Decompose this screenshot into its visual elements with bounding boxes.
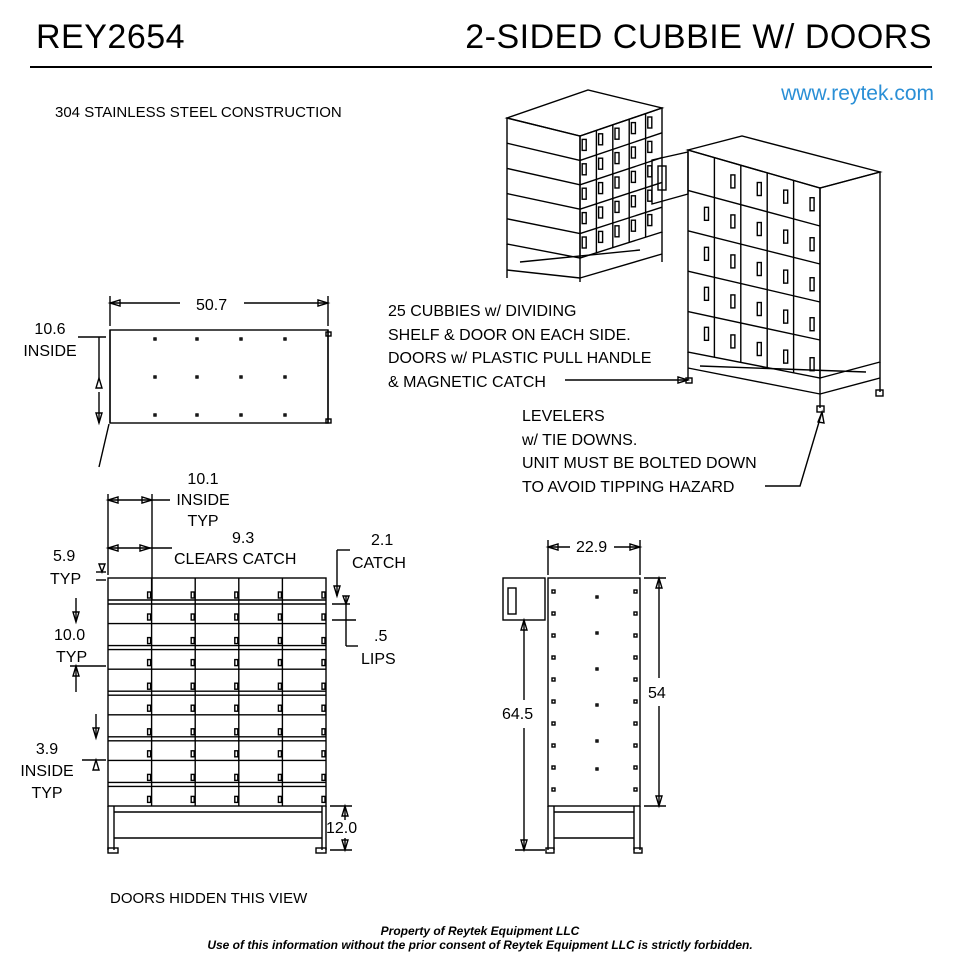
door-handle: [582, 188, 586, 199]
dim-cell-width-unit: INSIDE: [176, 492, 230, 509]
rivet-dot: [284, 376, 286, 378]
door-handle: [704, 207, 708, 220]
rivet-dot: [634, 634, 637, 637]
magnetic-catch: [148, 614, 151, 620]
rivet-dot: [240, 376, 242, 378]
note-levelers-line-4: TO AVOID TIPPING HAZARD: [522, 478, 735, 496]
footer-disclaimer: Use of this information without the prior consent of Reytek Equipment LLC is strictly forbidden.: [207, 938, 753, 952]
magnetic-catch: [235, 796, 238, 802]
magnetic-catch: [278, 751, 281, 757]
dim-cell-width-typ: TYP: [187, 513, 219, 530]
door-handle: [757, 223, 761, 236]
magnetic-catch: [278, 705, 281, 711]
magnetic-catch: [191, 729, 194, 735]
magnetic-catch: [235, 751, 238, 757]
dim-overall-height: 64.5: [502, 706, 534, 723]
rivet-dot: [596, 632, 598, 634]
door-handle: [757, 343, 761, 356]
dim-catch-value: 2.1: [371, 532, 394, 549]
door-handle: [631, 147, 635, 158]
note-levelers-line-3: UNIT MUST BE BOLTED DOWN: [522, 455, 757, 472]
magnetic-catch: [235, 729, 238, 735]
rivet-dot: [634, 744, 637, 747]
rivet-dot: [552, 634, 555, 637]
dim-gap-typ: TYP: [50, 571, 82, 588]
magnetic-catch: [148, 705, 151, 711]
note-cubbies-line-3: DOORS w/ PLASTIC PULL HANDLE: [388, 350, 652, 367]
door-handle: [599, 158, 603, 169]
dim-base-height: 12.0: [326, 820, 358, 837]
rivet-dot: [634, 722, 637, 725]
door-handle: [599, 134, 603, 145]
magnetic-catch: [191, 614, 194, 620]
rivet-dot: [240, 338, 242, 340]
magnetic-catch: [322, 683, 325, 689]
website-link[interactable]: www.reytek.com: [781, 82, 934, 105]
magnetic-catch: [148, 638, 151, 644]
door-handle: [731, 335, 735, 348]
dim-lip-label: LIPS: [361, 651, 396, 668]
door-handle: [784, 310, 788, 323]
door-handle: [615, 201, 619, 212]
top-view: [78, 296, 331, 467]
dim-body-height: 54: [648, 685, 666, 702]
iso-row-line: [580, 133, 662, 161]
rivet-dot: [196, 376, 198, 378]
door-handle: [582, 164, 586, 175]
rivet-dot: [552, 678, 555, 681]
door-handle: [704, 247, 708, 260]
product-title: 2-SIDED CUBBIE W/ DOORS: [465, 18, 932, 56]
magnetic-catch: [322, 592, 325, 598]
note-cubbies-line-2: SHELF & DOOR ON EACH SIDE.: [388, 326, 631, 344]
magnetic-catch: [322, 774, 325, 780]
note-cubbies-line-4: & MAGNETIC CATCH: [388, 373, 546, 391]
magnetic-catch: [322, 751, 325, 757]
rivet-dot: [196, 338, 198, 340]
note-cubbies-line-1: 25 CUBBIES w/ DIVIDING: [388, 303, 577, 320]
rivet-dot: [552, 656, 555, 659]
material-spec: 304 STAINLESS STEEL CONSTRUCTION: [55, 104, 342, 121]
dim-catch-label: CATCH: [352, 555, 406, 572]
rivet-dot: [596, 768, 598, 770]
magnetic-catch: [235, 614, 238, 620]
magnetic-catch: [278, 796, 281, 802]
iso-row-line: [507, 168, 580, 184]
magnetic-catch: [148, 751, 151, 757]
magnetic-catch: [191, 660, 194, 666]
rivet-dot: [634, 678, 637, 681]
magnetic-catch: [235, 705, 238, 711]
rivet-dot: [634, 788, 637, 791]
rivet-dot: [154, 414, 156, 416]
dim-top-width: 50.7: [196, 297, 228, 314]
door-handle: [731, 175, 735, 188]
rivet-dot: [634, 590, 637, 593]
iso-large-view: [652, 136, 883, 412]
door-handle: [615, 153, 619, 164]
door-handle: [599, 231, 603, 242]
magnetic-catch: [278, 729, 281, 735]
door-handle: [648, 190, 652, 201]
note-doors-hidden: DOORS HIDDEN THIS VIEW: [110, 890, 308, 907]
door-handle: [784, 270, 788, 283]
door-handle: [784, 350, 788, 363]
iso-small-view: [507, 90, 662, 282]
rivet-dot: [634, 612, 637, 615]
magnetic-catch: [322, 660, 325, 666]
magnetic-catch: [148, 592, 151, 598]
dim-pitch-typ: TYP: [56, 649, 88, 666]
note-levelers: [522, 405, 757, 499]
magnetic-catch: [278, 774, 281, 780]
magnetic-catch: [278, 683, 281, 689]
rivet-dot: [596, 704, 598, 706]
magnetic-catch: [148, 683, 151, 689]
note-cubbies: [388, 300, 651, 394]
rivet-dot: [240, 414, 242, 416]
magnetic-catch: [191, 592, 194, 598]
door-handle: [731, 295, 735, 308]
magnetic-catch: [148, 729, 151, 735]
magnetic-catch: [322, 614, 325, 620]
door-handle: [810, 198, 814, 211]
door-handle: [615, 128, 619, 139]
magnetic-catch: [278, 660, 281, 666]
door-handle: [757, 303, 761, 316]
door-handle: [731, 255, 735, 268]
door-handle: [648, 215, 652, 226]
rivet-dot: [596, 668, 598, 670]
magnetic-catch: [191, 774, 194, 780]
door-handle: [599, 183, 603, 194]
door-handle: [810, 358, 814, 371]
magnetic-catch: [278, 638, 281, 644]
door-handle: [599, 207, 603, 218]
rivet-dot: [552, 612, 555, 615]
magnetic-catch: [278, 614, 281, 620]
rivet-dot: [634, 766, 637, 769]
rivet-dot: [552, 766, 555, 769]
magnetic-catch: [235, 774, 238, 780]
magnetic-catch: [322, 729, 325, 735]
iso-row-line: [507, 194, 580, 210]
dim-top-height-unit: INSIDE: [23, 343, 77, 360]
door-handle: [648, 117, 652, 128]
dim-shelf-typ: TYP: [31, 785, 63, 802]
dim-shelf-unit: INSIDE: [20, 763, 74, 780]
door-handle: [810, 318, 814, 331]
door-handle: [784, 230, 788, 243]
iso-row-line: [580, 158, 662, 185]
door-handle: [631, 171, 635, 182]
footer-ownership: Property of Reytek Equipment LLC: [380, 924, 580, 938]
dim-top-height-value: 10.6: [34, 321, 66, 338]
magnetic-catch: [278, 592, 281, 598]
rivet-dot: [284, 338, 286, 340]
dim-clear-label: CLEARS CATCH: [174, 551, 297, 568]
dim-lip-value: .5: [374, 628, 388, 645]
model-number: REY2654: [36, 18, 186, 56]
rivet-dot: [552, 590, 555, 593]
rivet-dot: [634, 656, 637, 659]
magnetic-catch: [191, 638, 194, 644]
door-handle: [757, 183, 761, 196]
rivet-dot: [284, 414, 286, 416]
magnetic-catch: [322, 705, 325, 711]
door-handle: [757, 263, 761, 276]
door-handle: [648, 141, 652, 152]
magnetic-catch: [235, 592, 238, 598]
rivet-dot: [196, 414, 198, 416]
iso-row-line: [507, 219, 580, 234]
magnetic-catch: [191, 796, 194, 802]
dim-clear-value: 9.3: [232, 530, 255, 547]
magnetic-catch: [148, 796, 151, 802]
magnetic-catch: [191, 683, 194, 689]
note-levelers-line-2: w/ TIE DOWNS.: [522, 431, 638, 449]
door-handle: [810, 238, 814, 251]
rivet-dot: [634, 700, 637, 703]
rivet-dot: [596, 740, 598, 742]
rivet-dot: [596, 596, 598, 598]
iso-row-line: [580, 207, 662, 233]
dim-shelf-value: 3.9: [35, 741, 59, 758]
rivet-dot: [552, 700, 555, 703]
magnetic-catch: [235, 683, 238, 689]
iso-row-line: [580, 182, 662, 209]
note-levelers-line-1: LEVELERS: [522, 408, 605, 425]
door-handle: [810, 278, 814, 291]
rivet-dot: [154, 376, 156, 378]
door-handle: [615, 226, 619, 237]
door-handle: [631, 123, 635, 134]
magnetic-catch: [148, 774, 151, 780]
side-view: [503, 540, 666, 853]
door-handle: [704, 287, 708, 300]
magnetic-catch: [322, 638, 325, 644]
magnetic-catch: [322, 796, 325, 802]
door-handle: [704, 327, 708, 340]
dim-gap-value: 5.9: [53, 548, 76, 565]
door-handle: [582, 139, 586, 150]
rivet-dot: [154, 338, 156, 340]
door-handle: [648, 166, 652, 177]
door-handle: [784, 190, 788, 203]
rivet-dot: [552, 722, 555, 725]
magnetic-catch: [148, 660, 151, 666]
door-handle: [631, 196, 635, 207]
door-handle: [582, 213, 586, 224]
door-handle: [731, 215, 735, 228]
magnetic-catch: [235, 638, 238, 644]
door-handle: [582, 237, 586, 248]
magnetic-catch: [191, 751, 194, 757]
door-handle: [615, 177, 619, 188]
iso-row-line: [507, 143, 580, 160]
rivet-dot: [552, 788, 555, 791]
magnetic-catch: [235, 660, 238, 666]
dim-depth: 22.9: [576, 539, 608, 556]
rivet-dot: [552, 744, 555, 747]
magnetic-catch: [191, 705, 194, 711]
dim-cell-width-value: 10.1: [187, 471, 219, 488]
dim-pitch-value: 10.0: [54, 627, 86, 644]
door-handle: [631, 220, 635, 231]
